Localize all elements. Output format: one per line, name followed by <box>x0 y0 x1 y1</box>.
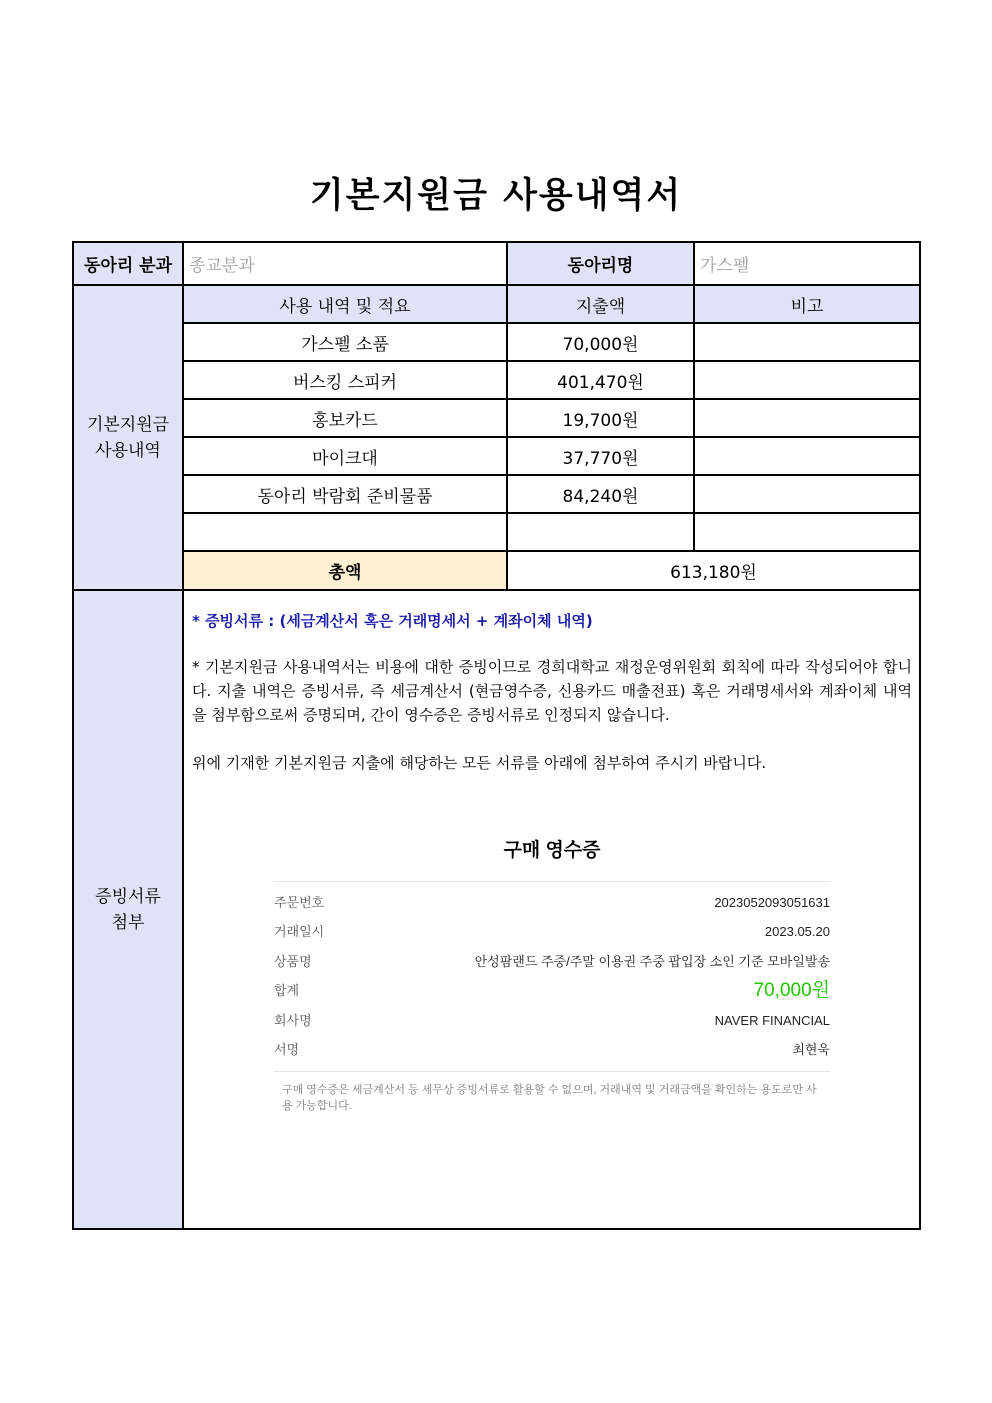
usage-note[interactable] <box>694 475 920 513</box>
receipt-title: 구매 영수증 <box>503 840 601 861</box>
evidence-content <box>183 590 920 1229</box>
usage-item[interactable] <box>183 513 507 551</box>
receipt-note: 구매 영수증은 세금계산서 등 세무상 증빙서류로 활용할 수 없으며, 거래내역 및 거래금액을 확인하는 용도로만 사용 가능합니다. <box>282 1084 817 1112</box>
usage-item[interactable]: 동아리 박람회 준비물품 <box>183 475 507 513</box>
usage-label-line2: 사용내역 <box>95 440 161 461</box>
table-row <box>73 361 920 399</box>
usage-note[interactable] <box>694 513 920 551</box>
table-row <box>73 475 920 513</box>
header-amount: 지출액 <box>507 285 694 323</box>
receipt-row <box>274 1036 830 1066</box>
receipt-row <box>274 888 830 918</box>
usage-item[interactable]: 가스펠 소품 <box>183 323 507 361</box>
header-note: 비고 <box>694 285 920 323</box>
receipt-row <box>274 977 830 1007</box>
usage-item[interactable]: 마이크대 <box>183 437 507 475</box>
usage-note[interactable] <box>694 323 920 361</box>
usage-report-table <box>72 241 921 1230</box>
receipt-key: 서명 <box>274 1042 300 1058</box>
receipt-row <box>274 947 830 977</box>
usage-label-line1: 기본지원금 <box>86 414 170 435</box>
receipt-row <box>274 1006 830 1036</box>
dept-field[interactable]: 종교분과 <box>183 242 507 285</box>
usage-item[interactable]: 홍보카드 <box>183 399 507 437</box>
receipt-value: 최현욱 <box>792 1042 830 1058</box>
purchase-receipt-image <box>274 839 830 1114</box>
usage-note[interactable] <box>694 437 920 475</box>
table-row <box>73 437 920 475</box>
receipt-key: 상품명 <box>274 953 312 969</box>
evidence-paragraph: * 기본지원금 사용내역서는 비용에 대한 증빙이므로 경희대학교 재정운영위원회 회칙에 따라 작성되어야 합니다. 지출 내역은 증빙서류, 즉 세금계산서 (현금영수증, 신용카드 매출전표) 혹은 거래명세서와 계좌이체 내역을 첨부함으로써 증명되며, 간이 영수증은 증빙서류로 인정되지 않습니다. <box>192 658 912 724</box>
receipt-value: NAVER FINANCIAL <box>714 1012 830 1028</box>
header-usage-item: 사용 내역 및 적요 <box>183 285 507 323</box>
evidence-notice: * 증빙서류 : (세금계산서 혹은 거래명세서 + 계좌이체 내역) <box>192 612 593 630</box>
evidence-section-label <box>73 590 183 1229</box>
usage-amount[interactable]: 401,470원 <box>507 361 694 399</box>
evidence-instruction: 위에 기재한 기본지원금 지출에 해당하는 모든 서류를 아래에 첨부하여 주시기 바랍니다. <box>192 754 767 772</box>
receipt-value: 안성팜랜드 주중/주말 이용권 주중 팝입장 소인 기준 모바일발송 <box>474 953 830 969</box>
usage-amount[interactable]: 37,770원 <box>507 437 694 475</box>
usage-amount[interactable]: 84,240원 <box>507 475 694 513</box>
receipt-row <box>274 918 830 948</box>
club-name-field[interactable]: 가스펠 <box>694 242 920 285</box>
table-row <box>73 513 920 551</box>
evidence-label-line2: 첨부 <box>111 912 145 933</box>
receipt-value: 2023.05.20 <box>764 924 830 940</box>
total-label: 총액 <box>183 551 507 590</box>
receipt-key: 거래일시 <box>274 924 325 940</box>
club-name-label: 동아리명 <box>507 242 694 285</box>
dept-label: 동아리 분과 <box>73 242 183 285</box>
page-title: 기본지원금 사용내역서 <box>309 176 683 216</box>
total-value[interactable]: 613,180원 <box>507 551 920 590</box>
usage-section-label <box>73 285 183 590</box>
receipt-key: 합계 <box>274 983 300 999</box>
receipt-value: 2023052093051631 <box>714 894 830 910</box>
usage-amount[interactable]: 19,700원 <box>507 399 694 437</box>
evidence-label-line1: 증빙서류 <box>95 886 161 907</box>
usage-amount[interactable]: 70,000원 <box>507 323 694 361</box>
receipt-key: 회사명 <box>274 1012 312 1028</box>
usage-note[interactable] <box>694 361 920 399</box>
usage-note[interactable] <box>694 399 920 437</box>
usage-item[interactable]: 버스킹 스피커 <box>183 361 507 399</box>
table-row <box>73 323 920 361</box>
usage-amount[interactable] <box>507 513 694 551</box>
receipt-total-amount: 70,000원 <box>753 980 830 1002</box>
receipt-key: 주문번호 <box>274 894 325 910</box>
table-row <box>73 399 920 437</box>
